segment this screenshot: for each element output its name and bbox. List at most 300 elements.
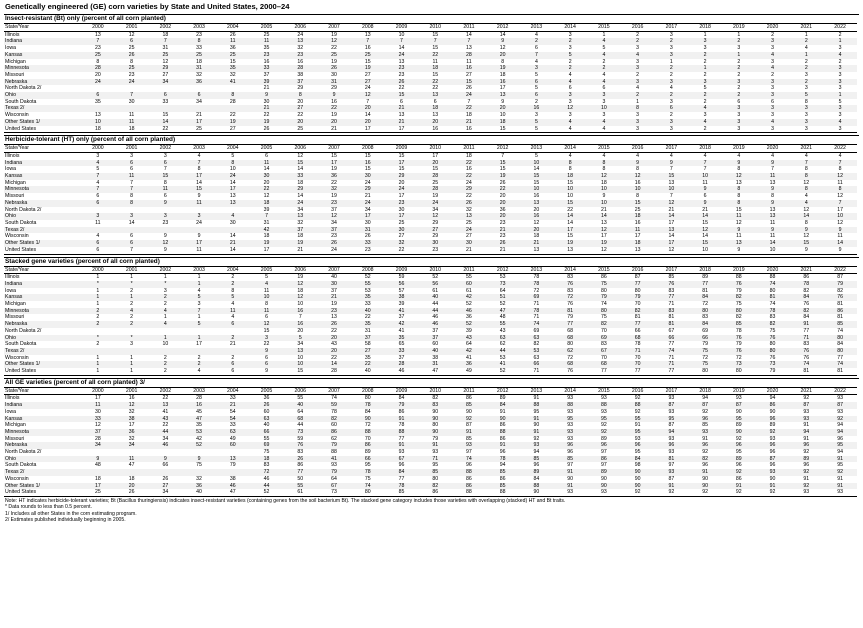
table-cell: 22	[317, 105, 351, 112]
table-cell: 87	[688, 402, 722, 409]
table-cell: 81	[789, 368, 823, 375]
table-cell: 92	[654, 489, 688, 496]
table-cell: 2	[553, 38, 587, 45]
table-cell: 46	[452, 308, 486, 315]
column-header-year: 2012	[486, 24, 520, 32]
table-cell: 95	[553, 416, 587, 423]
table-cell: 13	[668, 179, 675, 186]
table-cell: 66	[520, 361, 554, 368]
column-header-year: 2019	[722, 145, 756, 153]
table-cell: 23	[418, 247, 452, 254]
table-cell: 24	[364, 179, 371, 186]
table-cell: 18	[553, 173, 587, 180]
table-cell: 60	[216, 442, 250, 449]
table-cell: 20	[317, 348, 351, 355]
row-label: Minnesota	[4, 308, 81, 315]
table-cell	[115, 348, 149, 355]
table-cell: 20	[317, 119, 351, 126]
table-cell: 15	[263, 327, 270, 334]
table-cell: 11	[250, 38, 284, 45]
table-cell: 55	[263, 435, 270, 442]
table-cell: 14	[668, 233, 675, 240]
row-label: Wisconsin	[5, 112, 29, 119]
table-cell: 11	[148, 186, 182, 193]
table-cell: 2	[669, 112, 673, 119]
table-cell: 26	[317, 321, 351, 328]
table-cell: 18	[162, 31, 169, 38]
table-cell: 14	[398, 45, 405, 52]
table-cell: 66	[688, 335, 722, 342]
table-cell: 19	[331, 31, 337, 38]
table-cell: 86	[499, 475, 506, 482]
table-cell	[81, 227, 115, 234]
table-cell: 22	[452, 173, 486, 180]
table-cell: 11	[837, 233, 843, 240]
table-cell: 91	[553, 469, 587, 476]
table-cell: 82	[533, 341, 540, 348]
column-header-year: 2022	[823, 387, 857, 395]
column-header-year: 2018	[688, 145, 722, 153]
table-cell: 60	[263, 408, 270, 415]
table-cell: 6	[115, 38, 149, 45]
table-cell: 4	[81, 160, 115, 167]
table-cell: 22	[162, 395, 169, 402]
table-cell: 23	[250, 52, 284, 59]
table-cell: 48	[499, 314, 506, 321]
table-cell: 93	[837, 395, 843, 402]
table-cell: 15	[148, 173, 182, 180]
table-cell: 55	[351, 281, 385, 288]
table-cell: 35	[196, 422, 202, 429]
table-cell: 8	[265, 301, 268, 308]
table-cell: 9	[756, 227, 790, 234]
table-cell: 67	[587, 348, 621, 355]
table-cell: 12	[148, 240, 182, 247]
table-cell: 9	[250, 368, 284, 375]
table-cell: 88	[769, 274, 776, 281]
table-cell: 4	[216, 213, 250, 220]
table-cell: 86	[756, 402, 790, 409]
table-cell: 11	[81, 402, 115, 409]
table-cell: 13	[621, 247, 655, 254]
table-row	[4, 186, 857, 193]
table-cell: 9	[182, 456, 216, 463]
table-cell: 3	[250, 335, 284, 342]
table-cell: 84	[621, 456, 655, 463]
row-label: Kansas	[4, 52, 81, 59]
table-cell: 3	[130, 152, 134, 159]
row-label: Ohio	[4, 92, 81, 99]
table-row	[4, 281, 857, 288]
table-cell: 2	[96, 314, 100, 321]
table-cell: 4	[756, 52, 790, 59]
table-cell: 46	[148, 442, 182, 449]
table-cell: 6	[96, 193, 100, 200]
table-cell: 4	[756, 119, 790, 126]
table-cell: 20	[398, 179, 405, 186]
table-cell: 13	[94, 31, 101, 38]
table-cell: 3	[737, 45, 741, 52]
table-cell: 38	[385, 294, 419, 301]
table-cell	[182, 227, 216, 234]
table-cell: 6	[148, 160, 182, 167]
table-cell: 80	[364, 395, 371, 402]
table-cell: 63	[250, 416, 284, 423]
table-cell: 91	[837, 475, 843, 482]
table-cell: 1	[804, 31, 808, 38]
table-cell: 80	[634, 287, 641, 294]
table-cell: 7	[703, 166, 707, 173]
table-cell: 7	[81, 173, 115, 180]
row-label: Minnesota	[4, 186, 81, 193]
table-cell: 2	[654, 92, 688, 99]
table-cell: 7	[688, 160, 722, 167]
column-header-year: 2011	[452, 145, 486, 153]
table-cell: 93	[654, 469, 688, 476]
table-cell: 52	[499, 301, 506, 308]
table-cell: 3	[838, 112, 842, 119]
table-cell: 12	[654, 247, 688, 254]
table-cell: 26	[452, 200, 486, 207]
table-cell: 22	[331, 179, 337, 186]
table-cell: 44	[250, 483, 284, 490]
table-cell: 20	[297, 327, 304, 334]
table-cell: 16	[634, 219, 641, 226]
table-cell	[182, 328, 216, 335]
table-cell: 9	[81, 456, 115, 463]
table-cell	[81, 85, 115, 92]
table-row	[4, 220, 857, 227]
table-cell: 5	[265, 274, 268, 281]
row-label: Indiana	[4, 160, 81, 167]
table-cell: 11	[216, 308, 250, 315]
column-header-year: 2006	[283, 24, 317, 32]
table-cell: 4	[197, 152, 201, 159]
table-cell: 74	[600, 301, 607, 308]
table-cell: 90	[621, 483, 655, 490]
table-cell: 91	[756, 483, 790, 490]
table-cell: 82	[756, 321, 790, 328]
table-cell: 20	[115, 483, 149, 490]
table-cell: 3	[789, 126, 823, 133]
table-cell: 15	[567, 179, 574, 186]
table-cell: 2	[130, 314, 134, 321]
table-cell: 17	[600, 233, 607, 240]
table-header-row	[4, 24, 857, 32]
table-cell: 9	[621, 160, 655, 167]
table-cell: 21	[600, 206, 607, 213]
table-cell: 84	[688, 294, 722, 301]
table-cell: 3	[688, 38, 722, 45]
table-cell: 5	[182, 321, 216, 328]
table-cell: 88	[486, 429, 520, 436]
table-cell: 78	[351, 402, 385, 409]
table-cell: 69	[533, 327, 540, 334]
table-cell: 2	[737, 58, 741, 65]
table-cell: 6	[163, 193, 167, 200]
table-cell: 3	[771, 112, 774, 119]
table-cell: 3	[636, 45, 640, 52]
table-cell: 83	[803, 341, 810, 348]
table-cell: 8	[216, 160, 250, 167]
table-cell: 22	[567, 206, 574, 213]
table-cell: 34	[196, 98, 202, 105]
table-cell: 74	[789, 361, 823, 368]
table-row	[4, 105, 857, 112]
table-cell: 63	[486, 335, 520, 342]
table-cell: 4	[621, 52, 655, 59]
table-cell: 21	[317, 126, 351, 133]
table-cell: 4	[115, 308, 149, 315]
table-cell: 73	[486, 281, 520, 288]
table-cell	[148, 469, 182, 476]
table-cell: 7	[351, 38, 385, 45]
row-label: North Dakota 2/	[5, 327, 42, 334]
column-header-year: 2020	[756, 145, 790, 153]
table-cell: 17	[317, 160, 351, 167]
table-cell: 23	[128, 71, 135, 78]
table-cell: 98	[634, 462, 641, 469]
table-cell: 15	[283, 160, 317, 167]
table-cell: 43	[499, 327, 506, 334]
table-cell: 37	[331, 206, 337, 213]
table-cell: 7	[81, 186, 115, 193]
table-cell: *	[81, 335, 115, 342]
row-label: Iowa	[5, 45, 16, 52]
table-cell: 12	[115, 402, 149, 409]
table-cell: 34	[364, 206, 371, 213]
table-cell: 15	[162, 112, 169, 119]
table-cell: 3	[771, 85, 774, 92]
table-cell: 76	[756, 335, 790, 342]
table-cell: 77	[621, 321, 655, 328]
table-cell	[81, 348, 115, 355]
table-cell: 81	[837, 301, 843, 308]
table-cell: 27	[351, 348, 385, 355]
table-cell: 91	[803, 475, 810, 482]
row-label: Michigan	[5, 422, 26, 429]
table-row	[4, 92, 857, 99]
table-cell: 3	[182, 213, 216, 220]
table-cell: 18	[250, 200, 284, 207]
table-cell: 17	[351, 126, 385, 133]
table-cell: 9	[756, 200, 790, 207]
table-row	[4, 436, 857, 443]
table-cell: 6	[81, 200, 115, 207]
table-cell: 15	[331, 152, 337, 159]
table-cell: 19	[250, 240, 284, 247]
column-header-year: 2000	[81, 24, 115, 32]
table-cell: 33	[364, 301, 371, 308]
table-cell: 20	[486, 105, 520, 112]
table-cell: 3	[621, 65, 655, 72]
table-cell: 6	[602, 85, 606, 92]
column-header-year: 2013	[520, 266, 554, 274]
table-cell: 24	[351, 200, 385, 207]
table-cell: 52	[486, 368, 520, 375]
table-cell: 86	[351, 442, 385, 449]
table-row	[4, 416, 857, 423]
table-cell: 15	[533, 179, 540, 186]
table-row	[4, 79, 857, 86]
table-cell: 7	[520, 52, 554, 59]
table-cell: 29	[283, 186, 317, 193]
table-cell: 24	[364, 85, 371, 92]
table-cell: 77	[654, 294, 688, 301]
table-cell: 86	[466, 475, 472, 482]
table-cell: 3	[823, 105, 857, 112]
table-cell: 11	[115, 119, 149, 126]
table-cell: 18	[621, 213, 655, 220]
table-cell: 21	[364, 193, 371, 200]
table-cell: 1	[669, 58, 673, 65]
table-cell: 40	[283, 402, 317, 409]
table-cell: 12	[621, 173, 655, 180]
table-cell: 91	[520, 429, 554, 436]
table-cell: 46	[432, 314, 439, 321]
table-cell: 5	[231, 152, 235, 159]
table-cell: 92	[735, 435, 742, 442]
table-cell: 3	[654, 119, 688, 126]
table-cell: 5	[838, 98, 842, 105]
table-cell: 13	[216, 456, 250, 463]
table-cell: 10	[297, 301, 304, 308]
table-cell: 88	[553, 402, 587, 409]
tables-container	[4, 14, 859, 497]
table-cell: 64	[499, 287, 506, 294]
table-cell: 25	[317, 52, 351, 59]
column-header-year: 2008	[351, 266, 385, 274]
row-label: Indiana	[4, 402, 81, 409]
table-row	[4, 456, 857, 463]
table-cell: 90	[418, 416, 452, 423]
table-cell: 89	[499, 395, 506, 402]
column-header-year: 2015	[587, 266, 621, 274]
table-cell: 6	[115, 240, 149, 247]
table-cell: 26	[229, 31, 236, 38]
table-cell: 86	[418, 489, 452, 496]
column-header-year: 2013	[520, 24, 554, 32]
table-cell: 97	[600, 462, 607, 469]
table-cell: 77	[553, 321, 587, 328]
table-cell	[115, 85, 149, 92]
row-label: United States	[4, 247, 81, 254]
table-cell: 2	[703, 71, 707, 78]
table-cell: 74	[351, 483, 385, 490]
table-cell: *	[115, 281, 149, 288]
table-cell: 8	[182, 38, 216, 45]
table-cell: 8	[722, 186, 756, 193]
column-header-year: 2015	[587, 24, 621, 32]
table-cell: 76	[803, 301, 810, 308]
table-row	[4, 160, 857, 167]
column-header-year: 2013	[520, 387, 554, 395]
table-cell: 6	[216, 368, 250, 375]
table-cell: 91	[803, 435, 810, 442]
table-cell: 92	[803, 395, 810, 402]
table-cell: 9	[501, 98, 505, 105]
table-cell: 33	[385, 348, 419, 355]
table-cell: 3	[568, 98, 572, 105]
table-cell: 19	[216, 119, 250, 126]
column-header-year: 2012	[486, 266, 520, 274]
table-cell: 4	[231, 301, 235, 308]
table-cell: 92	[634, 408, 641, 415]
table-cell: 18	[418, 65, 452, 72]
table-cell: 87	[837, 274, 843, 281]
table-cell	[148, 227, 182, 234]
table-cell: 23	[499, 233, 506, 240]
table-row	[4, 449, 857, 456]
table-cell: 20	[499, 193, 506, 200]
column-header-year: 2014	[553, 24, 587, 32]
table-cell	[182, 105, 216, 112]
table-cell: 41	[398, 327, 405, 334]
table-cell: 67	[317, 483, 351, 490]
table-cell: 88	[452, 489, 486, 496]
table-cell: 80	[567, 341, 574, 348]
table-cell: 4	[250, 281, 284, 288]
table-cell: 3	[654, 52, 688, 59]
table-cell: 17	[432, 152, 439, 159]
column-header-year: 2005	[250, 266, 284, 274]
table-cell: 52	[452, 321, 486, 328]
table-cell: 13	[486, 92, 520, 99]
table-cell: 18	[250, 456, 284, 463]
table-cell: 93	[567, 395, 574, 402]
table-cell: 1	[96, 287, 100, 294]
table-cell: 93	[769, 435, 776, 442]
table-cell: 86	[398, 408, 405, 415]
table-cell: 1	[96, 274, 100, 281]
table-cell: 43	[148, 416, 182, 423]
table-cell: 44	[418, 308, 452, 315]
table-cell: 21	[229, 341, 236, 348]
column-header-year: 2017	[654, 24, 688, 32]
table-cell: 35	[351, 321, 385, 328]
table-cell: 15	[229, 58, 236, 65]
table-cell: 76	[769, 354, 776, 361]
table-cell: 14	[702, 233, 708, 240]
row-label: Michigan	[5, 58, 26, 65]
table-cell: 13	[432, 112, 439, 119]
table-cell: 14	[317, 361, 351, 368]
table-cell: 14	[297, 193, 304, 200]
table-cell: 84	[688, 321, 722, 328]
table-cell: 41	[385, 308, 419, 315]
table-cell: 12	[803, 179, 810, 186]
table-cell: 17	[385, 160, 419, 167]
table-cell: 6	[265, 152, 268, 159]
table-cell: 19	[331, 193, 337, 200]
table-cell: 88	[486, 489, 520, 496]
table-cell: 94	[837, 422, 843, 429]
table-cell: 78	[634, 341, 641, 348]
table-cell: 93	[432, 449, 439, 456]
table-cell: 10	[297, 354, 304, 361]
table-cell: 47	[216, 489, 250, 496]
table-cell: 94	[702, 395, 708, 402]
table-cell: 92	[803, 449, 810, 456]
table-cell: 28	[229, 98, 236, 105]
table-cell: 93	[553, 429, 587, 436]
table-cell: 93	[803, 408, 810, 415]
table-cell: 86	[499, 435, 506, 442]
table-cell: 27	[364, 71, 371, 78]
table-cell: 13	[283, 38, 317, 45]
column-header-year: 2020	[756, 387, 790, 395]
table-cell: 15	[432, 166, 439, 173]
